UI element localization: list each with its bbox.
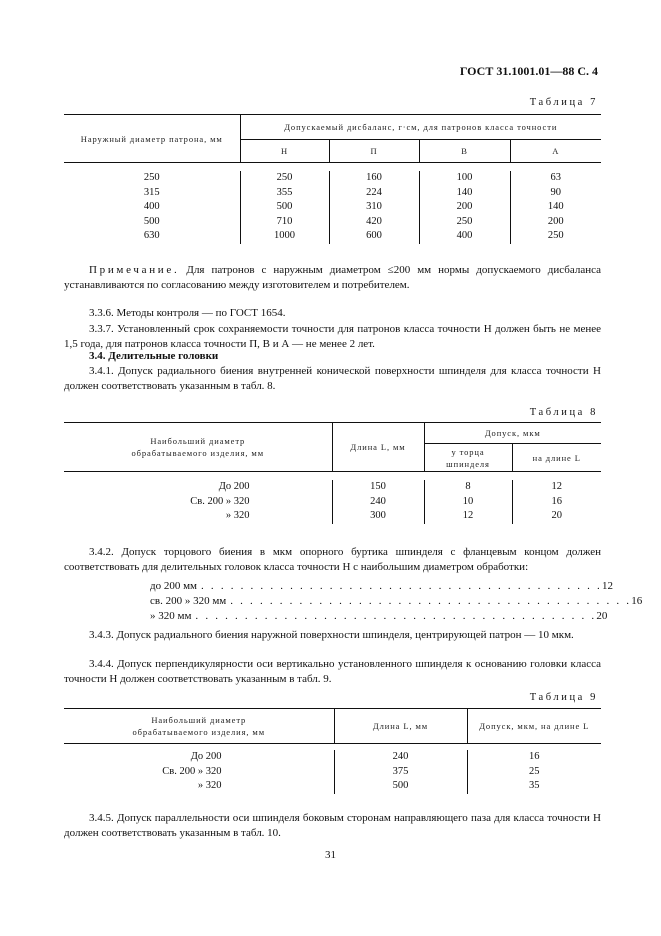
paragraph-3-4-5: 3.4.5. Допуск параллельности оси шпинделя боковым сторонам направляющего паза для класса точности Н должен соответствовать указанным в табл. 10. xyxy=(64,812,601,839)
table7-class-a: А xyxy=(510,140,601,163)
table-cell: 150 xyxy=(332,480,424,495)
table-cell: 600 xyxy=(329,229,419,244)
table7-class-n: Н xyxy=(240,140,329,163)
table-cell: 1000 xyxy=(240,229,329,244)
table-cell: 250 xyxy=(419,215,510,230)
list-item-label: до 200 мм xyxy=(150,580,198,592)
table8-col1-header: Наибольший диаметр обрабатываемого изделия, мм xyxy=(64,423,332,472)
table-cell: 310 xyxy=(329,200,419,215)
table-cell: 240 xyxy=(334,750,467,765)
table8-col2-header: Длина L, мм xyxy=(332,423,424,472)
table-cell: Св. 200 » 320 xyxy=(162,765,222,777)
table-cell: 35 xyxy=(467,779,601,794)
table-row xyxy=(64,200,601,215)
table-cell: » 320 xyxy=(225,510,250,521)
document-header: ГОСТ 31.1001.01—88 С. 4 xyxy=(459,64,598,78)
table-cell: 25 xyxy=(467,765,601,780)
table-cell: 12 xyxy=(512,480,601,495)
list-dots: . . . . . . . . . . . . . . . . . . . . . . . . . . . . . . . . . . . . . . . . . xyxy=(201,580,602,592)
paragraph-3-3-6: 3.3.6. Методы контроля — по ГОСТ 1654. xyxy=(89,307,286,319)
note-lead: Примечание. xyxy=(89,264,180,276)
note-text: Для патронов с наружным диаметром ≤200 мм нормы допускаемого дисбаланса устанавливаются по согласованию между изготовителем и потребителем. xyxy=(64,264,601,291)
table8-label: Таблица 8 xyxy=(529,407,598,418)
list-dots: . . . . . . . . . . . . . . . . . . . . . . . . . . . . . . . . . . . . . . . . . xyxy=(230,595,632,607)
table-cell: 224 xyxy=(329,186,419,201)
table-cell: Св. 200 » 320 xyxy=(190,495,250,507)
runout-list xyxy=(150,579,643,624)
table7-col1-header: Наружный диаметр патрона, мм xyxy=(64,115,240,163)
table-cell: 250 xyxy=(240,171,329,186)
table-cell: 355 xyxy=(240,186,329,201)
table-row xyxy=(64,750,601,765)
list-item-label: св. 200 » 320 мм xyxy=(150,595,227,607)
list-item xyxy=(150,609,608,624)
table-cell: 160 xyxy=(329,171,419,186)
list-item-label: » 320 мм xyxy=(150,610,192,622)
table7-class-v: В xyxy=(419,140,510,163)
list-item xyxy=(150,579,613,594)
table-cell: 200 xyxy=(419,200,510,215)
table-cell: 16 xyxy=(467,750,601,765)
table9-col1-header: Наибольший диаметр обрабатываемого изделия, мм xyxy=(132,715,265,737)
table-row xyxy=(64,171,601,186)
paragraph-3-4-1: 3.4.1. Допуск радиального биения внутренней конической поверхности шпинделя для класса точности Н должен соответствовать указанным в табл. 8. xyxy=(64,365,601,392)
table-cell: 630 xyxy=(143,230,160,241)
table-cell: 250 xyxy=(510,229,601,244)
list-item-value: 16 xyxy=(631,595,643,607)
table-row xyxy=(64,480,601,495)
table-cell: 16 xyxy=(512,495,601,510)
paragraph-3-4-2: 3.4.2. Допуск торцового биения в мкм опорного буртика шпинделя с фланцевым концом должен соответствовать для делительных головок класса точности Н с наибольшим диаметром обработки: xyxy=(64,546,601,573)
table-cell: » 320 xyxy=(197,780,222,791)
table-cell: 90 xyxy=(510,186,601,201)
table9-col2-header: Длина L, мм xyxy=(334,709,467,744)
paragraph-3-3-7: 3.3.7. Установленный срок сохраняемости точности для патронов класса точности Н должен быть не менее 1,5 года, для патронов класса точности П, В и А — не менее 2 лет. xyxy=(64,323,601,350)
table9-label: Таблица 9 xyxy=(529,692,598,703)
table8-group-header: Допуск, мкм xyxy=(424,423,601,444)
table8-sub1-header: у торца шпинделя xyxy=(424,444,512,472)
table-cell: 375 xyxy=(334,765,467,780)
table-row xyxy=(64,509,601,524)
list-item-value: 12 xyxy=(601,580,613,592)
table9-col3-header: Допуск, мкм, на длине L xyxy=(467,709,601,744)
table-cell: 400 xyxy=(419,229,510,244)
table-cell: 8 xyxy=(424,480,512,495)
page-number: 31 xyxy=(325,849,336,861)
paragraph-3-4-3: 3.4.3. Допуск радиального биения наружной поверхности шпинделя, центрирующей патрон — 10 мкм. xyxy=(89,629,574,641)
paragraph-3-4-4: 3.4.4. Допуск перпендикулярности оси вертикально установленного шпинделя к основанию головки класса точности Н должен соответствовать указанным в табл. 9. xyxy=(64,658,601,685)
table-row xyxy=(64,765,601,780)
table-cell: 400 xyxy=(143,201,160,212)
table-cell: 420 xyxy=(329,215,419,230)
list-item xyxy=(150,594,643,609)
table-cell: 20 xyxy=(512,509,601,524)
table-cell: 710 xyxy=(240,215,329,230)
table7-group-header: Допускаемый дисбаланс, г·см, для патронов класса точности xyxy=(240,115,601,140)
table-row xyxy=(64,495,601,510)
list-item-value: 20 xyxy=(596,610,608,622)
table-cell: До 200 xyxy=(190,751,222,762)
list-dots: . . . . . . . . . . . . . . . . . . . . . . . . . . . . . . . . . . . . . . . . . xyxy=(195,610,597,622)
table7-class-p: П xyxy=(329,140,419,163)
table-cell: 200 xyxy=(510,215,601,230)
table-cell: 500 xyxy=(240,200,329,215)
table-cell: 250 xyxy=(143,172,160,183)
table-row xyxy=(64,215,601,230)
table-cell: 10 xyxy=(424,495,512,510)
table-cell: 500 xyxy=(143,215,160,227)
table7-note xyxy=(64,263,601,293)
table8 xyxy=(64,422,601,528)
table7-label: Таблица 7 xyxy=(529,97,598,108)
table-cell: 500 xyxy=(334,779,467,794)
table-row xyxy=(64,779,601,794)
table-cell: 12 xyxy=(424,509,512,524)
table-cell: До 200 xyxy=(218,481,250,492)
table-cell: 300 xyxy=(332,509,424,524)
table-row xyxy=(64,229,601,244)
table7 xyxy=(64,114,601,248)
table-cell: 140 xyxy=(510,200,601,215)
table-cell: 240 xyxy=(332,495,424,510)
table-cell: 315 xyxy=(143,186,160,198)
table-cell: 100 xyxy=(419,171,510,186)
table9 xyxy=(64,708,601,798)
table8-sub2-header: на длине L xyxy=(512,444,601,472)
section-heading-3-4: 3.4. Делительные головки xyxy=(89,350,219,362)
table-row xyxy=(64,186,601,201)
table-cell: 140 xyxy=(419,186,510,201)
table-cell: 63 xyxy=(510,171,601,186)
